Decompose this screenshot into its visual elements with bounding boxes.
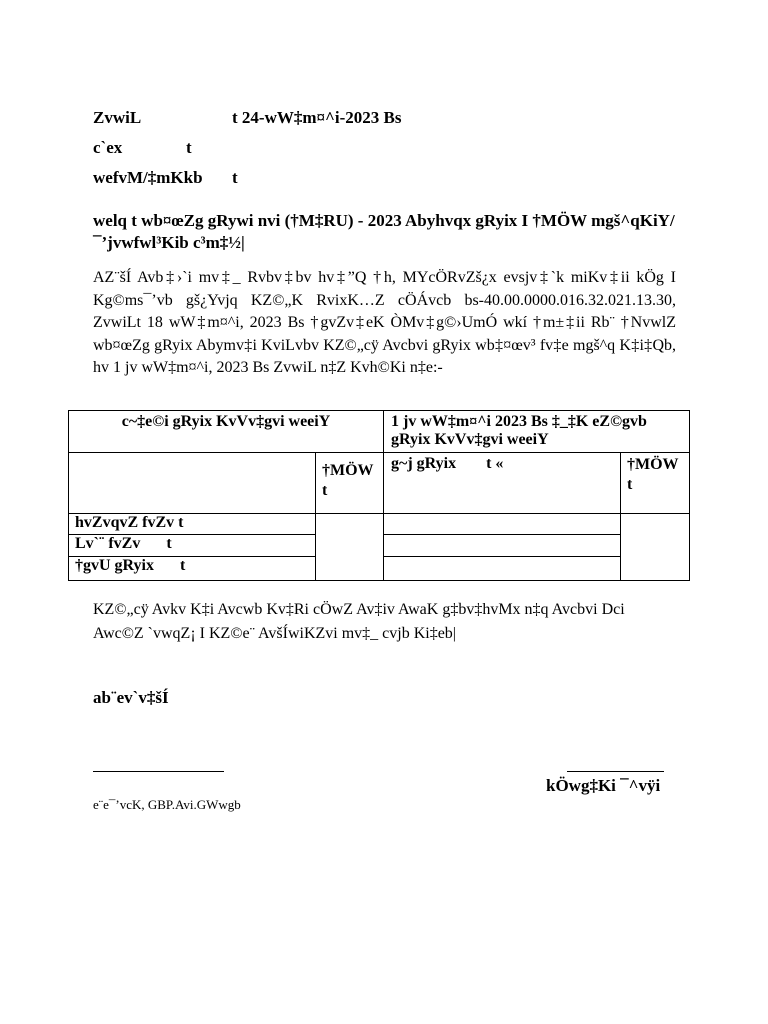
date-label: ZvwiL <box>93 108 142 127</box>
worker-signature-label: kÖwg‡Ki ¯^vÿi <box>546 776 661 795</box>
table-cell-value <box>384 557 621 581</box>
body-paragraph: AZ¨šÍ Avb‡›`i mv‡_ Rvbv‡bv hv‡”Q †h, MYcÖRvZš¿x evsjv‡`k miKv‡ii kÖg I Kg©ms¯’vb gš¿Yvjq KZ©„K RvixK…Z cÖÁvcb bs-40.00.0000.016.32.021.13.30, ZvwiLt 18 wW‡m¤^i, 2023 Bs †gvZv‡eK ÒMv‡g©›UmÓ wkí †m±‡ii Rb¨ †NvwlZ wb¤œZg gRyix Abymv‡i KviLvbv KZ©„cÿ Avcbvi gRyix wb‡¤œv³ fv‡e mgš^q K‡i‡Qb, hv 1 jv wW‡m¤^i, 2023 Bs ZvwiL n‡Z Kvh©Ki n‡e:- <box>93 269 676 376</box>
grade-label-right: †MÖW t <box>621 453 690 514</box>
signature-line-left <box>93 771 224 772</box>
date-value: t 24-wW‡m¤^i-2023 Bs <box>232 108 402 127</box>
sender-value: t <box>186 138 192 157</box>
basic-wage-label: g~j gRyix <box>391 455 457 472</box>
grade-value-left <box>316 514 384 581</box>
wage-table <box>68 410 690 581</box>
table-row-label: Lv`¨ fvZv t <box>69 535 316 557</box>
notice-paragraph: KZ©„cÿ Avkv K‡i Avcwb Kv‡Ri cÖwZ Av‡iv AwaK g‡bv‡hvMx n‡q Avcbvi Dci Awc©Z `vwqZ¡ I KZ©e¨ AvšÍwiKZvi mv‡_ cvjb Ki‡eb| <box>93 601 625 642</box>
table-cell-empty <box>69 453 316 514</box>
grade-value-right <box>621 514 690 581</box>
table-cell-value <box>384 535 621 557</box>
subject-line: welq t wb¤œZg gRywi nvi (†M‡RU) - 2023 Abyhvqx gRyix I †MÖW mgš^qKiY/ ¯’jvwfwl³Kib c³m‡½| <box>93 211 675 252</box>
department-value: t <box>232 168 238 187</box>
basic-wage-cell <box>384 453 621 514</box>
table-cell-value <box>384 514 621 535</box>
sender-label: c`ex <box>93 138 123 157</box>
department-label: wefvM/‡mKkb <box>93 168 203 187</box>
table-row-label: hvZvqvZ fvZv t <box>69 514 316 535</box>
table-head-previous: c~‡e©i gRyix KvVv‡gvi weeiY <box>69 411 384 453</box>
table-head-current: 1 jv wW‡m¤^i 2023 Bs ‡_‡K eZ©gvb gRyix KvVv‡gvi weeiY <box>384 411 690 453</box>
table-row-label: †gvU gRyix t <box>69 557 316 581</box>
signature-line-right <box>567 771 664 772</box>
basic-wage-suffix: t « <box>486 455 504 472</box>
grade-label-left: †MÖW t <box>316 453 384 514</box>
closing-text: ab¨ev`v‡šÍ <box>93 688 169 707</box>
cc-line: e¨e¯’vcK, GBP.Avi.GWwgb <box>93 797 241 812</box>
